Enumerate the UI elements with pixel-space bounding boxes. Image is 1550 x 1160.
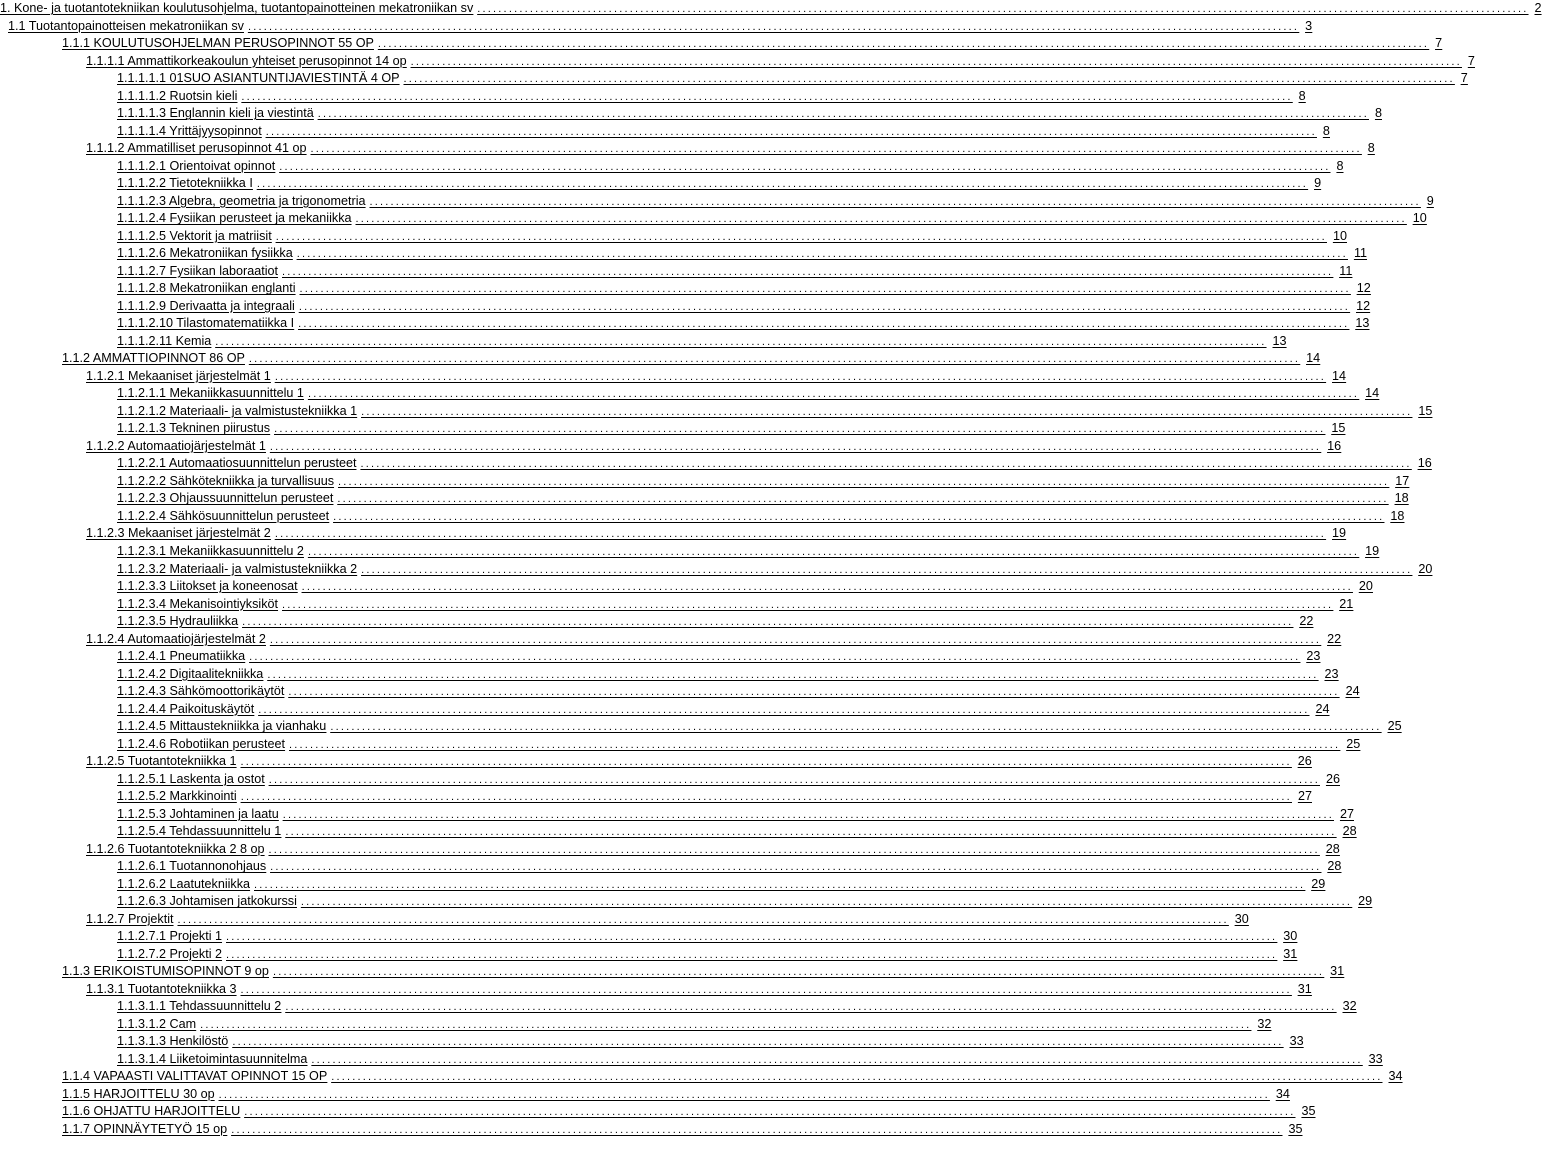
toc-entry-page-number: 17 bbox=[1395, 473, 1410, 488]
toc-entry-page-number: 28 bbox=[1327, 859, 1342, 874]
dot-leader: ........................................................................................................................................................................................................ bbox=[310, 143, 1362, 156]
dot-leader: ........................................................................................................................................................................................................ bbox=[268, 843, 1320, 856]
toc-entry-link[interactable] bbox=[0, 0, 1542, 18]
dot-leader: ........................................................................................................................................................................................................ bbox=[410, 55, 1462, 68]
toc-entry-page-number: 33 bbox=[1368, 1051, 1383, 1066]
dot-leader: ........................................................................................................................................................................................................ bbox=[274, 528, 1327, 541]
toc-entry-title: 1.1.2.3.5 Hydrauliikka bbox=[117, 614, 239, 629]
toc-entry-page-number: 15 bbox=[1331, 421, 1346, 436]
dot-leader: ........................................................................................................................................................................................................ bbox=[298, 300, 1351, 313]
toc-entry-title: 1.1.2.3 Mekaaniset järjestelmät 2 bbox=[86, 526, 271, 541]
toc-entry-title: 1.1.7 OPINNÄYTETYÖ 15 op bbox=[62, 1122, 228, 1136]
dot-leader: ........................................................................................................................................................................................................ bbox=[244, 1106, 1296, 1119]
dot-leader: ........................................................................................................................................................................................................ bbox=[177, 913, 1229, 926]
toc-entry-page-number: 16 bbox=[1417, 456, 1432, 471]
toc-entry-page-number: 19 bbox=[1365, 543, 1380, 558]
toc-entry-title: 1.1.2.2 Automaatiojärjestelmät 1 bbox=[86, 438, 266, 453]
toc-entry-page-number: 34 bbox=[1275, 1086, 1290, 1101]
toc-entry-link[interactable] bbox=[0, 455, 1432, 473]
dot-leader: ........................................................................................................................................................................................................ bbox=[285, 1001, 1337, 1014]
toc-entry-title: 1.1.2.1.1 Mekaniikkasuunnittelu 1 bbox=[117, 386, 304, 401]
dot-leader: ........................................................................................................................................................................................................ bbox=[361, 405, 1413, 418]
dot-leader: ........................................................................................................................................................................................................ bbox=[241, 90, 1293, 103]
toc-entry-title: 1.1.2.4.3 Sähkömoottorikäytöt bbox=[117, 684, 285, 699]
toc-entry-page-number: 11 bbox=[1353, 246, 1368, 261]
toc-entry-title: 1.1.2.5.3 Johtaminen ja laatu bbox=[117, 806, 279, 821]
toc-entry-link[interactable] bbox=[0, 928, 1298, 946]
toc-entry-link[interactable] bbox=[0, 1051, 1383, 1069]
toc-entry-title: 1.1.3 ERIKOISTUMISOPINNOT 9 op bbox=[62, 964, 269, 979]
toc-entry-page-number: 16 bbox=[1327, 438, 1342, 453]
dot-leader: ........................................................................................................................................................................................................ bbox=[265, 125, 1317, 138]
toc-entry-title: 1.1.3.1.4 Liiketoimintasuunnitelma bbox=[117, 1051, 308, 1066]
dot-leader: ........................................................................................................................................................................................................ bbox=[317, 108, 1369, 121]
toc-entry-link[interactable] bbox=[0, 403, 1433, 421]
toc-entry-title: 1.1.2.3.1 Mekaniikkasuunnittelu 2 bbox=[117, 543, 304, 558]
toc-entry-link[interactable] bbox=[0, 893, 1373, 911]
toc-entry-title: 1.1.1.2.2 Tietotekniikka I bbox=[117, 176, 253, 191]
dot-leader: ........................................................................................................................................................................................................ bbox=[285, 826, 1337, 839]
toc-entry-link[interactable] bbox=[0, 193, 1434, 211]
toc-entry-link[interactable] bbox=[0, 385, 1380, 403]
toc-entry-title: 1. Kone- ja tuotantotekniikan koulutusohjelma, tuotantopainotteinen mekatroniikan sv bbox=[0, 1, 474, 15]
dot-leader: ........................................................................................................................................................................................................ bbox=[200, 1018, 1252, 1031]
toc-entry-title: 1.1.2.6.1 Tuotannonohjaus bbox=[117, 859, 267, 874]
toc-entry-title: 1.1.1.1.2 Ruotsin kieli bbox=[117, 88, 238, 103]
toc-entry-link[interactable] bbox=[0, 333, 1287, 351]
toc-entry-page-number: 15 bbox=[1418, 403, 1433, 418]
toc-entry-link[interactable] bbox=[0, 490, 1409, 508]
toc-entry-title: 1.1.1.2.7 Fysiikan laboraatiot bbox=[117, 263, 279, 278]
toc-entry-page-number: 27 bbox=[1339, 806, 1354, 821]
toc-entry-link[interactable] bbox=[0, 578, 1373, 596]
toc-entry-page-number: 14 bbox=[1365, 386, 1380, 401]
toc-entry-title: 1.1.2.2.2 Sähkötekniikka ja turvallisuus bbox=[117, 473, 335, 488]
toc-entry-page-number: 21 bbox=[1339, 596, 1354, 611]
dot-leader: ........................................................................................................................................................................................................ bbox=[240, 756, 1292, 769]
toc-entry-link[interactable] bbox=[0, 280, 1371, 298]
toc-entry-page-number: 9 bbox=[1426, 193, 1434, 208]
toc-entry-page-number: 33 bbox=[1289, 1034, 1304, 1049]
toc-entry-link[interactable] bbox=[0, 420, 1346, 438]
toc-entry-link[interactable] bbox=[0, 228, 1347, 246]
dot-leader: ........................................................................................................................................................................................................ bbox=[299, 283, 1351, 296]
toc-entry-link[interactable] bbox=[0, 35, 1443, 53]
dot-leader: ........................................................................................................................................................................................................ bbox=[369, 195, 1421, 208]
toc-entry-link[interactable] bbox=[0, 806, 1354, 824]
toc-entry-page-number: 35 bbox=[1301, 1104, 1316, 1119]
dot-leader: ........................................................................................................................................................................................................ bbox=[254, 878, 1306, 891]
dot-leader: ........................................................................................................................................................................................................ bbox=[307, 388, 1360, 401]
toc-entry-title: 1.1.1.1 Ammattikorkeakoulun yhteiset perusopinnot 14 op bbox=[86, 53, 407, 68]
toc-entry-link[interactable] bbox=[0, 543, 1380, 561]
dot-leader: ........................................................................................................................................................................................................ bbox=[279, 160, 1331, 173]
toc-entry-title: 1.1.2.4.1 Pneumatiikka bbox=[117, 649, 246, 664]
toc-entry-link[interactable] bbox=[0, 1016, 1272, 1034]
dot-leader: ........................................................................................................................................................................................................ bbox=[240, 983, 1292, 996]
toc-entry-page-number: 28 bbox=[1342, 824, 1357, 839]
toc-entry-link[interactable] bbox=[0, 981, 1312, 999]
toc-entry-title: 1.1.1.2.9 Derivaatta ja integraali bbox=[117, 298, 295, 313]
toc-entry-page-number: 31 bbox=[1283, 946, 1298, 961]
toc-entry-title: 1.1.1.2.4 Fysiikan perusteet ja mekaniikka bbox=[117, 211, 352, 226]
toc-entry-page-number: 35 bbox=[1288, 1122, 1303, 1136]
dot-leader: ........................................................................................................................................................................................................ bbox=[269, 440, 1322, 453]
toc-entry-link[interactable] bbox=[0, 648, 1321, 666]
toc-entry-link[interactable] bbox=[0, 245, 1368, 263]
toc-entry-title: 1.1.2.2.3 Ohjaussuunnittelun perusteet bbox=[117, 491, 334, 506]
toc-entry-page-number: 29 bbox=[1358, 894, 1373, 909]
toc-entry-page-number: 25 bbox=[1387, 719, 1402, 734]
toc-entry-page-number: 27 bbox=[1297, 789, 1312, 804]
dot-leader: ........................................................................................................................................................................................................ bbox=[301, 581, 1353, 594]
dot-leader: ........................................................................................................................................................................................................ bbox=[274, 370, 1327, 383]
dot-leader: ........................................................................................................................................................................................................ bbox=[215, 335, 1267, 348]
toc-entry-title: 1.1.2.3.3 Liitokset ja koneenosat bbox=[117, 579, 298, 594]
toc-entry-title: 1.1.1.1.4 Yrittäjyysopinnot bbox=[117, 123, 262, 138]
toc-entry-link[interactable] bbox=[0, 158, 1344, 176]
dot-leader: ........................................................................................................................................................................................................ bbox=[274, 423, 1326, 436]
toc-entry-link[interactable] bbox=[0, 315, 1370, 333]
toc-entry-page-number: 13 bbox=[1272, 333, 1287, 348]
toc-entry-page-number: 26 bbox=[1297, 754, 1312, 769]
toc-entry-title: 1.1.2.1.2 Materiaali- ja valmistustekniikka 1 bbox=[117, 403, 358, 418]
toc-entry-link[interactable] bbox=[0, 350, 1321, 368]
dot-leader: ........................................................................................................................................................................................................ bbox=[258, 703, 1310, 716]
toc-entry-page-number: 18 bbox=[1390, 508, 1405, 523]
toc-entry-title: 1.1.2.6.2 Laatutekniikka bbox=[117, 876, 251, 891]
toc-entry-title: 1.1.2.3.4 Mekanisointiyksiköt bbox=[117, 596, 279, 611]
toc-entry-page-number: 25 bbox=[1346, 736, 1361, 751]
toc-entry-title: 1.1.2.7.1 Projekti 1 bbox=[117, 929, 223, 944]
dot-leader: ........................................................................................................................................................................................................ bbox=[270, 861, 1322, 874]
toc-entry-title: 1.1.2.1.3 Tekninen piirustus bbox=[117, 421, 271, 436]
toc-entry-title: 1.1.1.1.1 01SUO ASIANTUNTIJAVIESTINTÄ 4 OP bbox=[117, 71, 400, 86]
toc-entry-title: 1.1.5 HARJOITTELU 30 op bbox=[62, 1086, 215, 1101]
toc-entry-link[interactable] bbox=[0, 963, 1345, 981]
toc-entry-link[interactable] bbox=[0, 1033, 1304, 1051]
toc-entry-title: 1.1.1.2.8 Mekatroniikan englanti bbox=[117, 281, 296, 296]
dot-leader: ........................................................................................................................................................................................................ bbox=[331, 1071, 1383, 1084]
toc-entry-page-number: 9 bbox=[1314, 176, 1322, 191]
toc-entry-page-number: 8 bbox=[1374, 106, 1382, 121]
toc-entry-page-number: 34 bbox=[1388, 1069, 1403, 1084]
dot-leader: ........................................................................................................................................................................................................ bbox=[231, 1124, 1283, 1136]
toc-entry-page-number: 10 bbox=[1332, 228, 1347, 243]
dot-leader: ........................................................................................................................................................................................................ bbox=[288, 686, 1340, 699]
toc-entry-link[interactable] bbox=[0, 876, 1326, 894]
toc-entry-link[interactable] bbox=[0, 298, 1371, 316]
toc-entry-link[interactable] bbox=[0, 175, 1322, 193]
toc-entry-link[interactable] bbox=[0, 473, 1410, 491]
toc-entry-page-number: 23 bbox=[1324, 666, 1339, 681]
dot-leader: ........................................................................................................................................................................................................ bbox=[275, 230, 1327, 243]
toc-entry-title: 1.1.1.2.3 Algebra, geometria ja trigonometria bbox=[117, 193, 366, 208]
toc-entry-page-number: 8 bbox=[1336, 158, 1344, 173]
dot-leader: ........................................................................................................................................................................................................ bbox=[282, 265, 1334, 278]
dot-leader: ........................................................................................................................................................................................................ bbox=[267, 668, 1319, 681]
toc-entry-page-number: 26 bbox=[1325, 771, 1340, 786]
toc-entry-title: 1.1.2.5 Tuotantotekniikka 1 bbox=[86, 754, 237, 769]
toc-entry-page-number: 12 bbox=[1356, 298, 1371, 313]
toc-entry-link[interactable] bbox=[0, 105, 1382, 123]
dot-leader: ........................................................................................................................................................................................................ bbox=[361, 563, 1413, 576]
toc-entry-link[interactable] bbox=[0, 123, 1330, 141]
dot-leader: ........................................................................................................................................................................................................ bbox=[307, 545, 1360, 558]
toc-entry-title: 1.1.2.5.4 Tehdassuunnittelu 1 bbox=[117, 824, 282, 839]
toc-entry-page-number: 2 bbox=[1534, 1, 1542, 15]
toc-entry-page-number: 13 bbox=[1355, 316, 1370, 331]
dot-leader: ........................................................................................................................................................................................................ bbox=[256, 178, 1309, 191]
dot-leader: ........................................................................................................................................................................................................ bbox=[360, 458, 1412, 471]
toc-entry-title: 1.1.2.1 Mekaaniset järjestelmät 1 bbox=[86, 368, 271, 383]
toc-entry-link[interactable] bbox=[0, 140, 1375, 158]
toc-entry-title: 1.1.2.6 Tuotantotekniikka 2 8 op bbox=[86, 841, 265, 856]
toc-entry-page-number: 31 bbox=[1330, 964, 1345, 979]
toc-entry-link[interactable] bbox=[0, 683, 1360, 701]
dot-leader: ........................................................................................................................................................................................................ bbox=[226, 931, 1278, 944]
toc-entry-title: 1.1.2.7 Projektit bbox=[86, 911, 174, 926]
dot-leader: ........................................................................................................................................................................................................ bbox=[298, 318, 1350, 331]
toc-entry-link[interactable] bbox=[0, 1086, 1290, 1104]
toc-entry-link[interactable] bbox=[0, 525, 1347, 543]
toc-entry-link[interactable] bbox=[0, 70, 1468, 88]
toc-entry-link[interactable] bbox=[0, 508, 1405, 526]
dot-leader: ........................................................................................................................................................................................................ bbox=[272, 966, 1325, 979]
toc-entry-title: 1.1.6 OHJATTU HARJOITTELU bbox=[62, 1104, 241, 1119]
toc-entry-page-number: 22 bbox=[1299, 614, 1314, 629]
toc-entry-page-number: 14 bbox=[1332, 368, 1347, 383]
toc-entry-page-number: 29 bbox=[1311, 876, 1326, 891]
toc-entry-page-number: 8 bbox=[1322, 123, 1330, 138]
dot-leader: ........................................................................................................................................................................................................ bbox=[269, 633, 1322, 646]
toc-entry-page-number: 30 bbox=[1283, 929, 1298, 944]
dot-leader: ........................................................................................................................................................................................................ bbox=[232, 1036, 1284, 1049]
toc-entry-title: 1.1.2.4.6 Robotiikan perusteet bbox=[117, 736, 286, 751]
toc-entry-link[interactable] bbox=[0, 858, 1342, 876]
toc-entry-title: 1.1.2.4.4 Paikoituskäytöt bbox=[117, 701, 255, 716]
toc-entry-page-number: 7 bbox=[1467, 53, 1475, 68]
toc-entry-page-number: 8 bbox=[1367, 141, 1375, 156]
dot-leader: ........................................................................................................................................................................................................ bbox=[289, 738, 1341, 751]
toc-entry-title: 1.1.3.1 Tuotantotekniikka 3 bbox=[86, 981, 237, 996]
toc-entry-title: 1.1.2.4 Automaatiojärjestelmät 2 bbox=[86, 631, 266, 646]
toc-entry-title: 1.1.2 AMMATTIOPINNOT 86 OP bbox=[62, 351, 245, 366]
dot-leader: ........................................................................................................................................................................................................ bbox=[282, 598, 1334, 611]
toc-entry-link[interactable] bbox=[0, 701, 1330, 719]
toc-entry-page-number: 32 bbox=[1257, 1016, 1272, 1031]
toc-entry-link[interactable] bbox=[0, 263, 1353, 281]
toc-entry-link[interactable] bbox=[0, 841, 1340, 859]
toc-entry-link[interactable] bbox=[0, 596, 1354, 614]
toc-entry-page-number: 30 bbox=[1234, 911, 1249, 926]
dot-leader: ........................................................................................................................................................................................................ bbox=[338, 475, 1390, 488]
toc-entry-title: 1.1.1.2.11 Kemia bbox=[117, 333, 212, 348]
toc-entry-title: 1.1.2.3.2 Materiaali- ja valmistustekniikka 2 bbox=[117, 561, 358, 576]
dot-leader: ........................................................................................................................................................................................................ bbox=[249, 651, 1301, 664]
toc-entry-title: 1.1.1.2.5 Vektorit ja matriisit bbox=[117, 228, 272, 243]
dot-leader: ........................................................................................................................................................................................................ bbox=[268, 773, 1320, 786]
toc-entry-link[interactable] bbox=[0, 666, 1339, 684]
toc-entry-title: 1.1.1.1.3 Englannin kieli ja viestintä bbox=[117, 106, 314, 121]
toc-entry-link[interactable] bbox=[0, 1068, 1403, 1086]
toc-entry-title: 1.1.2.4.2 Digitaalitekniikka bbox=[117, 666, 264, 681]
dot-leader: ........................................................................................................................................................................................................ bbox=[311, 1053, 1363, 1066]
dot-leader: ........................................................................................................................................................................................................ bbox=[330, 721, 1382, 734]
toc-entry-page-number: 19 bbox=[1332, 526, 1347, 541]
toc-entry-title: 1.1.2.7.2 Projekti 2 bbox=[117, 946, 223, 961]
toc-entry-title: 1.1.2.5.2 Markkinointi bbox=[117, 789, 237, 804]
toc-entry-page-number: 31 bbox=[1297, 981, 1312, 996]
toc-entry-page-number: 12 bbox=[1356, 281, 1371, 296]
toc-entry-link[interactable] bbox=[0, 753, 1312, 771]
toc-entry-title: 1.1.2.2.1 Automaatiosuunnittelun perusteet bbox=[117, 456, 357, 471]
toc-entry-link[interactable] bbox=[0, 631, 1342, 649]
dot-leader: ........................................................................................................................................................................................................ bbox=[377, 38, 1430, 51]
toc-entry-link[interactable] bbox=[0, 88, 1306, 106]
toc-entry-title: 1.1.2.4.5 Mittaustekniikka ja vianhaku bbox=[117, 719, 327, 734]
toc-entry-page-number: 32 bbox=[1342, 999, 1357, 1014]
toc-entry-page-number: 20 bbox=[1418, 561, 1433, 576]
toc-entry-title: 1.1.2.5.1 Laskenta ja ostot bbox=[117, 771, 265, 786]
dot-leader: ........................................................................................................................................................................................................ bbox=[300, 896, 1353, 909]
toc-entry-page-number: 14 bbox=[1306, 351, 1321, 366]
toc-entry-page-number: 7 bbox=[1435, 36, 1443, 51]
dot-leader: ........................................................................................................................................................................................................ bbox=[226, 948, 1278, 961]
dot-leader: ........................................................................................................................................................................................................ bbox=[333, 510, 1385, 523]
toc-entry-link[interactable] bbox=[0, 438, 1342, 456]
dot-leader: ........................................................................................................................................................................................................ bbox=[240, 791, 1292, 804]
toc-entry-page-number: 23 bbox=[1306, 649, 1321, 664]
dot-leader: ........................................................................................................................................................................................................ bbox=[218, 1088, 1270, 1101]
toc-entry-link[interactable] bbox=[0, 998, 1357, 1016]
toc-entry-link[interactable] bbox=[0, 911, 1249, 929]
toc-entry-link[interactable] bbox=[0, 368, 1347, 386]
dot-leader: ........................................................................................................................................................................................................ bbox=[337, 493, 1389, 506]
toc-entry-link[interactable] bbox=[0, 718, 1402, 736]
toc-entry-title: 1.1.1 KOULUTUSOHJELMAN PERUSOPINNOT 55 OP bbox=[62, 36, 374, 51]
toc-entry-page-number: 20 bbox=[1358, 579, 1373, 594]
toc-entry-link[interactable] bbox=[0, 823, 1357, 841]
toc-entry-title: 1.1.2.2.4 Sähkösuunnittelun perusteet bbox=[117, 508, 330, 523]
toc-entry-page-number: 24 bbox=[1345, 684, 1360, 699]
dot-leader: ........................................................................................................................................................................................................ bbox=[282, 808, 1334, 821]
toc-entry-title: 1.1 Tuotantopainotteisen mekatroniikan sv bbox=[8, 18, 244, 33]
dot-leader: ........................................................................................................................................................................................................ bbox=[355, 213, 1407, 226]
toc-entry-title: 1.1.1.2.6 Mekatroniikan fysiikka bbox=[117, 246, 293, 261]
dot-leader: ........................................................................................................................................................................................................ bbox=[248, 353, 1301, 366]
toc-entry-link[interactable] bbox=[0, 736, 1361, 754]
toc-entry-title: 1.1.2.6.3 Johtamisen jatkokurssi bbox=[117, 894, 297, 909]
toc-entry-page-number: 3 bbox=[1305, 18, 1313, 33]
toc-entry-page-number: 22 bbox=[1327, 631, 1342, 646]
toc-entry-page-number: 10 bbox=[1412, 211, 1427, 226]
toc-entry-title: 1.1.4 VAPAASTI VALITTAVAT OPINNOT 15 OP bbox=[62, 1069, 328, 1084]
toc-entry-page-number: 18 bbox=[1394, 491, 1409, 506]
toc-entry-link[interactable] bbox=[0, 1103, 1316, 1121]
toc-entry-page-number: 24 bbox=[1315, 701, 1330, 716]
toc-entry-link[interactable] bbox=[0, 561, 1433, 579]
toc-entry-page-number: 7 bbox=[1460, 71, 1468, 86]
toc-entry-title: 1.1.1.2 Ammatilliset perusopinnot 41 op bbox=[86, 141, 307, 156]
dot-leader: ........................................................................................................................................................................................................ bbox=[296, 248, 1348, 261]
dot-leader: ........................................................................................................................................................................................................ bbox=[242, 616, 1294, 629]
dot-leader: ........................................................................................................................................................................................................ bbox=[477, 3, 1529, 15]
toc-entry-link[interactable] bbox=[0, 18, 1313, 36]
toc-entry-page-number: 28 bbox=[1325, 841, 1340, 856]
toc-entry-link[interactable] bbox=[0, 771, 1340, 789]
dot-leader: ........................................................................................................................................................................................................ bbox=[403, 73, 1455, 86]
toc-entry-title: 1.1.3.1.2 Cam bbox=[117, 1016, 197, 1031]
toc-entry-link[interactable] bbox=[0, 946, 1298, 964]
toc-entry-title: 1.1.1.2.10 Tilastomatematiikka I bbox=[117, 316, 295, 331]
toc-entry-link[interactable] bbox=[0, 788, 1312, 806]
toc-entry-page-number: 8 bbox=[1298, 88, 1306, 103]
toc-entry-link[interactable] bbox=[0, 53, 1475, 71]
toc-entry-page-number: 11 bbox=[1339, 263, 1353, 278]
toc-entry-link[interactable] bbox=[0, 613, 1314, 631]
toc-entry-title: 1.1.1.2.1 Orientoivat opinnot bbox=[117, 158, 276, 173]
toc-entry-link[interactable] bbox=[0, 210, 1427, 228]
toc-entry-title: 1.1.3.1.3 Henkilöstö bbox=[117, 1034, 229, 1049]
toc-entry-title: 1.1.3.1.1 Tehdassuunnittelu 2 bbox=[117, 999, 282, 1014]
toc-entry-link[interactable] bbox=[0, 1121, 1303, 1139]
dot-leader: ........................................................................................................................................................................................................ bbox=[247, 20, 1300, 33]
